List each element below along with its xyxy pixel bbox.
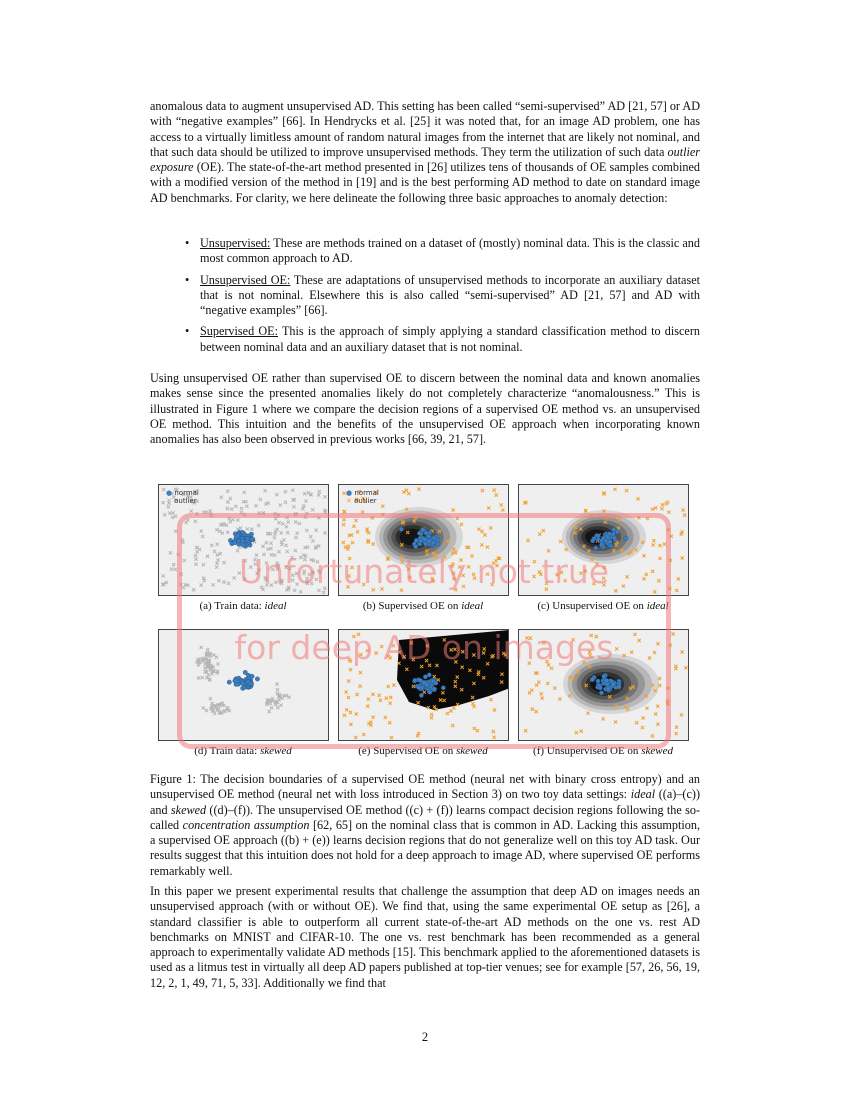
- outlier-point: [683, 514, 686, 517]
- outlier-point: [417, 488, 420, 491]
- outlier-point: [625, 489, 628, 492]
- outlier-point: [162, 501, 165, 504]
- bullet-icon: •: [185, 272, 190, 287]
- intro-paragraph: [150, 99, 700, 206]
- legend-b: [346, 489, 379, 505]
- outlier-point: [242, 500, 245, 503]
- bullet-term: Unsupervised OE:: [200, 272, 291, 287]
- outlier-point: [654, 506, 657, 509]
- outlier-point: [681, 650, 684, 653]
- outlier-point: [170, 567, 173, 570]
- bullet-text: This is the approach of simply applying a standard classification method to discern between nominal data and an auxiliary dataset that is not nominal.: [200, 324, 700, 354]
- outlier-point: [381, 505, 384, 508]
- legend-normal-label: normal: [354, 489, 379, 497]
- outlier-point: [301, 507, 304, 510]
- caption-emph: skewed: [259, 745, 292, 757]
- outlier-point: [675, 732, 678, 735]
- outlier-point: [317, 493, 320, 496]
- outlier-point: [677, 577, 680, 580]
- outlier-point: [660, 507, 663, 510]
- caption-label: (e) Supervised OE on: [358, 745, 456, 757]
- outlier-point: [407, 492, 410, 495]
- legend-outlier-label: outlier: [354, 497, 377, 505]
- outlier-point: [220, 496, 223, 499]
- caption-emph: ideal: [264, 600, 287, 612]
- outlier-point: [481, 489, 484, 492]
- outlier-point: [259, 498, 262, 501]
- outlier-point: [613, 488, 616, 491]
- outlier-point: [302, 504, 305, 507]
- fig-caption-text: [62, 65] on the nominal class that is common in AD. Lacking this assumption, a supervised OE approach ((b) + (e)) learns decision regions that do not generalize well on this toy AD task. Our results suggest that this intuition does not hold for a deep approach to image AD, where supervised OE performs remarkably well.: [150, 817, 700, 878]
- outlier-point: [495, 494, 498, 497]
- outlier-point: [667, 511, 670, 514]
- list-item: [185, 273, 700, 319]
- outlier-point: [167, 505, 170, 508]
- bullet-term: Supervised OE:: [200, 324, 278, 339]
- outlier-point: [682, 508, 685, 511]
- fig-caption-text: Figure 1: The decision boundaries of a supervised OE method (neural net with binary cross entropy) and an unsupervised OE method (neural net with loss introduced in Section 3) on two toy data settings:: [150, 772, 700, 802]
- figure-caption: [150, 772, 700, 879]
- intro-text-a: anomalous data to augment unsupervised AD. This setting has been called “semi-supervised” AD [21, 57] or AD with “negative examples” [66]. In Hendrycks et al. [25] it was noted that, for an image AD problem, one has access to a virtually limitless amount of random natural images from the internet that are likely not nominal, and that such data should be utilized to improve unsupervised methods. They term the utilization of such data: [150, 99, 700, 159]
- outlier-point: [500, 503, 503, 506]
- normal-dot-icon: ●: [166, 489, 173, 497]
- outlier-point: [661, 503, 664, 506]
- legend-normal-label: normal: [174, 489, 199, 497]
- outlier-point: [501, 509, 504, 512]
- caption-label: (d) Train data:: [194, 745, 260, 757]
- outlier-point: [279, 503, 282, 506]
- legend-outlier-label: outlier: [174, 497, 197, 505]
- outlier-point: [674, 667, 677, 670]
- bullet-text: These are adaptations of unsupervised methods to incorporate an auxiliary dataset that is not nominal. Elsewhere this is also called “semi-supervised” AD [21, 57] and AD with “negative examples” [66].: [200, 272, 701, 318]
- outlier-point: [323, 495, 326, 498]
- outlier-point: [172, 563, 175, 566]
- outlier-point: [304, 499, 307, 502]
- outlier-point: [230, 507, 233, 510]
- outlier-point: [493, 489, 496, 492]
- outlier-point: [163, 513, 166, 516]
- caption-emph: skewed: [456, 745, 488, 757]
- caption-label: (c) Unsupervised OE on: [537, 600, 647, 612]
- outlier-point: [284, 501, 287, 504]
- watermark-line-2: for deep AD on images: [234, 628, 614, 667]
- caption-label: (b) Supervised OE on: [362, 600, 462, 612]
- outlier-point: [168, 512, 171, 515]
- outlier-point: [684, 666, 687, 669]
- caption-emph: ideal: [461, 600, 484, 612]
- motivation-paragraph: Using unsupervised OE rather than supervised OE to discern between the nominal data and known anomalies makes sense since the presented anomalies likely do not completely characterize “anomalousness.” This is illustrated in Figure 1 where we compare the decision regions of a supervised OE method vs. an unsupervised OE method. This intuition and the benefits of the unsupervised OE approach when incorporating known anomalies has also been observed in previous works [66, 39, 21, 57].: [150, 371, 700, 447]
- outlier-point: [162, 574, 165, 577]
- outlier-point: [229, 497, 232, 500]
- caption-emph: ideal: [646, 600, 669, 612]
- outlier-point: [226, 490, 229, 493]
- outlier-point: [234, 505, 237, 508]
- outlier-point: [675, 589, 678, 592]
- outlier-point: [651, 508, 654, 511]
- watermark-line-1: Unfortunately not true: [238, 552, 610, 591]
- page-number: 2: [421, 1030, 429, 1044]
- outlier-point: [681, 556, 684, 559]
- outlier-point: [162, 488, 165, 491]
- outlier-point: [240, 507, 243, 510]
- intro-text-b: (OE). The state-of-the-art method presented in [26] utilizes tens of thousands of OE samples combined with a modified version of the method in [19] and is the best performing AD method to date on standard image AD benchmarks. For clarity, we here delineate the following three basic approaches to anomaly detection:: [150, 160, 700, 205]
- outlier-point: [311, 508, 314, 511]
- caption-emph: skewed: [641, 745, 673, 757]
- results-paragraph: In this paper we present experimental results that challenge the assumption that deep AD on images needs an unsupervised approach (with or without OE). We find that, using the same experimental OE setup as [26], a standard classifier is able to outperform all current state-of-the-art AD methods on the one vs. rest AD benchmarks on MNIST and CIFAR-10. The one vs. rest benchmark has been recommended as a general approach to experimentally validate AD methods [15]. This benchmark applied to the aforementioned datasets is used as a litmus test in virtually all deep AD papers published at top-tier venues; see for example [57, 26, 56, 19, 12, 2, 1, 49, 71, 5, 33]. Additionally we find that: [150, 884, 700, 990]
- outlier-point: [243, 491, 246, 494]
- legend-a: [166, 489, 199, 505]
- fig-caption-emph: skewed: [170, 802, 207, 817]
- list-item: [185, 324, 700, 355]
- normal-dot-icon: ●: [346, 489, 353, 497]
- outlier-point: [171, 511, 174, 514]
- caption-label: (a) Train data:: [199, 600, 265, 612]
- outlier-point: [636, 497, 639, 500]
- outlier-point: [292, 505, 295, 508]
- outlier-point: [680, 713, 683, 716]
- intro-emph: outlier exposure: [150, 144, 700, 175]
- outlier-point: [245, 505, 248, 508]
- outlier-point: [291, 489, 294, 492]
- outlier-point: [254, 504, 257, 507]
- list-item: [185, 236, 700, 267]
- outlier-point: [303, 492, 306, 495]
- outlier-point: [402, 490, 405, 493]
- outlier-point: [169, 551, 172, 554]
- fig-caption-text: ((d)–(f)). The unsupervised OE method ((c) + (f)) learns compact decision regions following the so-called: [150, 802, 700, 832]
- outlier-point: [671, 632, 674, 635]
- fig-caption-emph: concentration assumption: [182, 817, 310, 832]
- bullet-icon: •: [185, 324, 190, 339]
- outlier-point: [275, 493, 278, 496]
- outlier-point: [226, 500, 229, 503]
- fig-caption-text: ((a)–(c)) and: [150, 787, 701, 817]
- outlier-cross-icon: ✕: [166, 497, 172, 505]
- outlier-cross-icon: ✕: [346, 497, 352, 505]
- outlier-point: [226, 507, 229, 510]
- outlier-point: [675, 726, 678, 729]
- approach-list: [185, 236, 700, 361]
- outlier-point: [284, 490, 287, 493]
- outlier-point: [318, 490, 321, 493]
- bullet-icon: •: [185, 236, 190, 250]
- fig-caption-emph: ideal: [630, 787, 656, 802]
- caption-label: (f) Unsupervised OE on: [533, 745, 642, 757]
- bullet-text: These are methods trained on a dataset of (mostly) nominal data. This is the classic and most common approach to AD.: [200, 236, 700, 266]
- outlier-point: [665, 502, 668, 505]
- outlier-point: [452, 508, 455, 511]
- outlier-point: [487, 506, 490, 509]
- bullet-term: Unsupervised:: [200, 236, 271, 250]
- outlier-point: [264, 489, 267, 492]
